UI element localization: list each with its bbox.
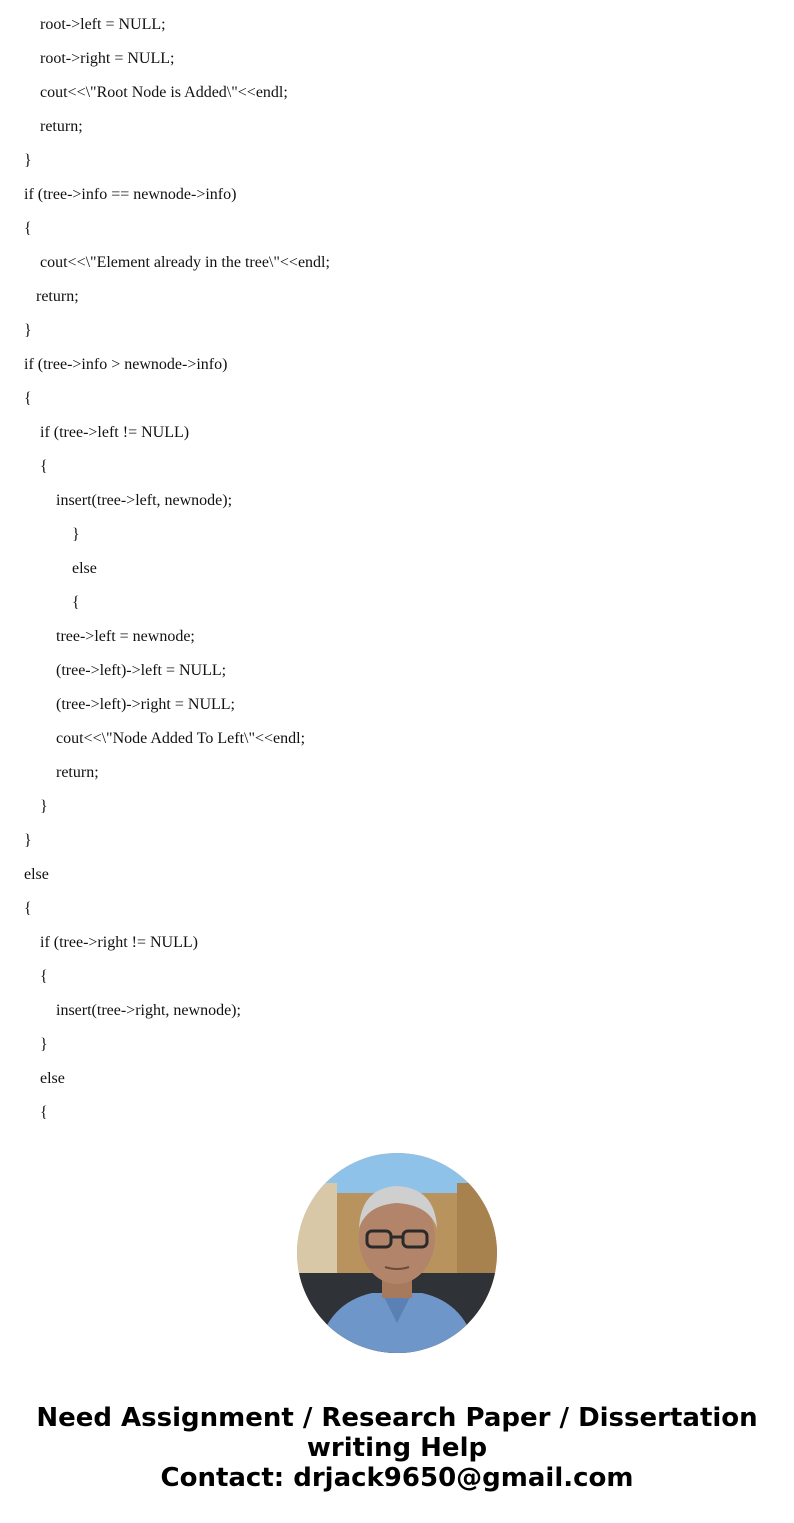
code-line: insert(tree->left, newnode); — [56, 492, 233, 509]
code-line: root->left = NULL; — [40, 16, 166, 33]
code-line: tree->left = newnode; — [56, 628, 195, 645]
code-line: root->right = NULL; — [40, 50, 175, 67]
code-line: { — [24, 390, 32, 407]
code-line: (tree->left)->left = NULL; — [56, 662, 227, 679]
code-line: { — [40, 458, 48, 475]
code-line: { — [72, 594, 80, 611]
code-line: cout<<\"Root Node is Added\"<<endl; — [40, 84, 288, 101]
code-line: if (tree->info == newnode->info) — [24, 186, 237, 203]
code-line: return; — [56, 764, 99, 781]
promo-line-2: writing Help — [306, 1433, 488, 1463]
promo-banner — [0, 1403, 794, 1493]
code-line: cout<<\"Element already in the tree\"<<endl; — [40, 254, 330, 271]
author-photo — [297, 1153, 497, 1353]
code-line: if (tree->info > newnode->info) — [24, 356, 228, 373]
code-line: } — [72, 526, 80, 543]
code-line: { — [40, 968, 48, 985]
code-line: { — [24, 220, 32, 237]
code-line: insert(tree->right, newnode); — [56, 1002, 241, 1019]
code-line: { — [40, 1104, 48, 1121]
code-line: } — [24, 322, 32, 339]
code-line: else — [24, 866, 49, 883]
code-line: return; — [36, 288, 79, 305]
code-line: else — [72, 560, 97, 577]
code-line: } — [24, 152, 32, 169]
promo-line-3: Contact: drjack9650@gmail.com — [160, 1463, 634, 1493]
code-line: if (tree->left != NULL) — [40, 424, 190, 441]
code-line: { — [24, 900, 32, 917]
code-listing — [24, 8, 784, 1130]
author-avatar — [297, 1153, 497, 1353]
code-line: (tree->left)->right = NULL; — [56, 696, 235, 713]
code-line: } — [24, 832, 32, 849]
code-line: else — [40, 1070, 65, 1087]
code-line: cout<<\"Node Added To Left\"<<endl; — [56, 730, 306, 747]
code-line: } — [40, 1036, 48, 1053]
code-line: return; — [40, 118, 83, 135]
code-line: } — [40, 798, 48, 815]
code-line: if (tree->right != NULL) — [40, 934, 198, 951]
promo-line-1: Need Assignment / Research Paper / Dissertation — [36, 1403, 758, 1433]
